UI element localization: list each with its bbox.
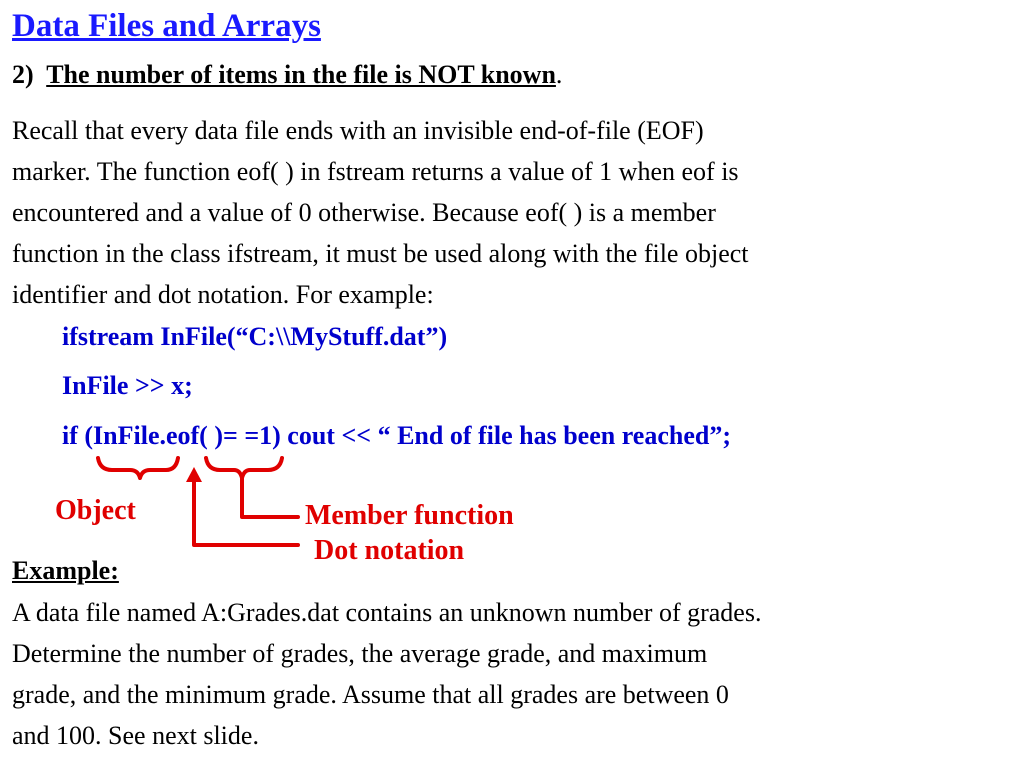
subheading-number: 2) (12, 60, 34, 89)
slide-title: Data Files and Arrays (12, 8, 321, 44)
code-line-3: if (InFile.eof( )= =1) cout << “ End of file has been reached”; (62, 421, 731, 450)
paragraph-line: function in the class ifstream, it must be used along with the file object (12, 239, 749, 268)
example-line: A data file named A:Grades.dat contains an unknown number of grades. (12, 598, 762, 627)
code-line-1: ifstream InFile(“C:\\MyStuff.dat”) (62, 322, 448, 351)
example-line: grade, and the minimum grade. Assume that all grades are between 0 (12, 680, 729, 709)
object-label: Object (55, 495, 136, 526)
example-heading: Example: (12, 556, 119, 585)
example-line: and 100. See next slide. (12, 721, 259, 750)
object-brace (98, 458, 178, 478)
member-function-brace (206, 458, 282, 478)
example-paragraph (12, 592, 761, 756)
subheading-text: The number of items in the file is NOT known (46, 60, 556, 89)
member-function-line (242, 478, 298, 517)
dot-notation-line (194, 478, 298, 545)
code-line-2: InFile >> x; (62, 371, 193, 400)
paragraph-line: marker. The function eof( ) in fstream returns a value of 1 when eof is (12, 157, 739, 186)
subheading-period: . (555, 60, 563, 89)
paragraph-line: encountered and a value of 0 otherwise. Because eof( ) is a member (12, 198, 716, 227)
paragraph-line: Recall that every data file ends with an invisible end-of-file (EOF) (12, 116, 704, 145)
dot-notation-arrowhead (186, 467, 202, 482)
example-line: Determine the number of grades, the average grade, and maximum (12, 639, 708, 668)
dot-notation-label: Dot notation (314, 535, 465, 566)
paragraph-line: identifier and dot notation. For example: (12, 280, 434, 309)
member-function-label: Member function (305, 500, 514, 531)
